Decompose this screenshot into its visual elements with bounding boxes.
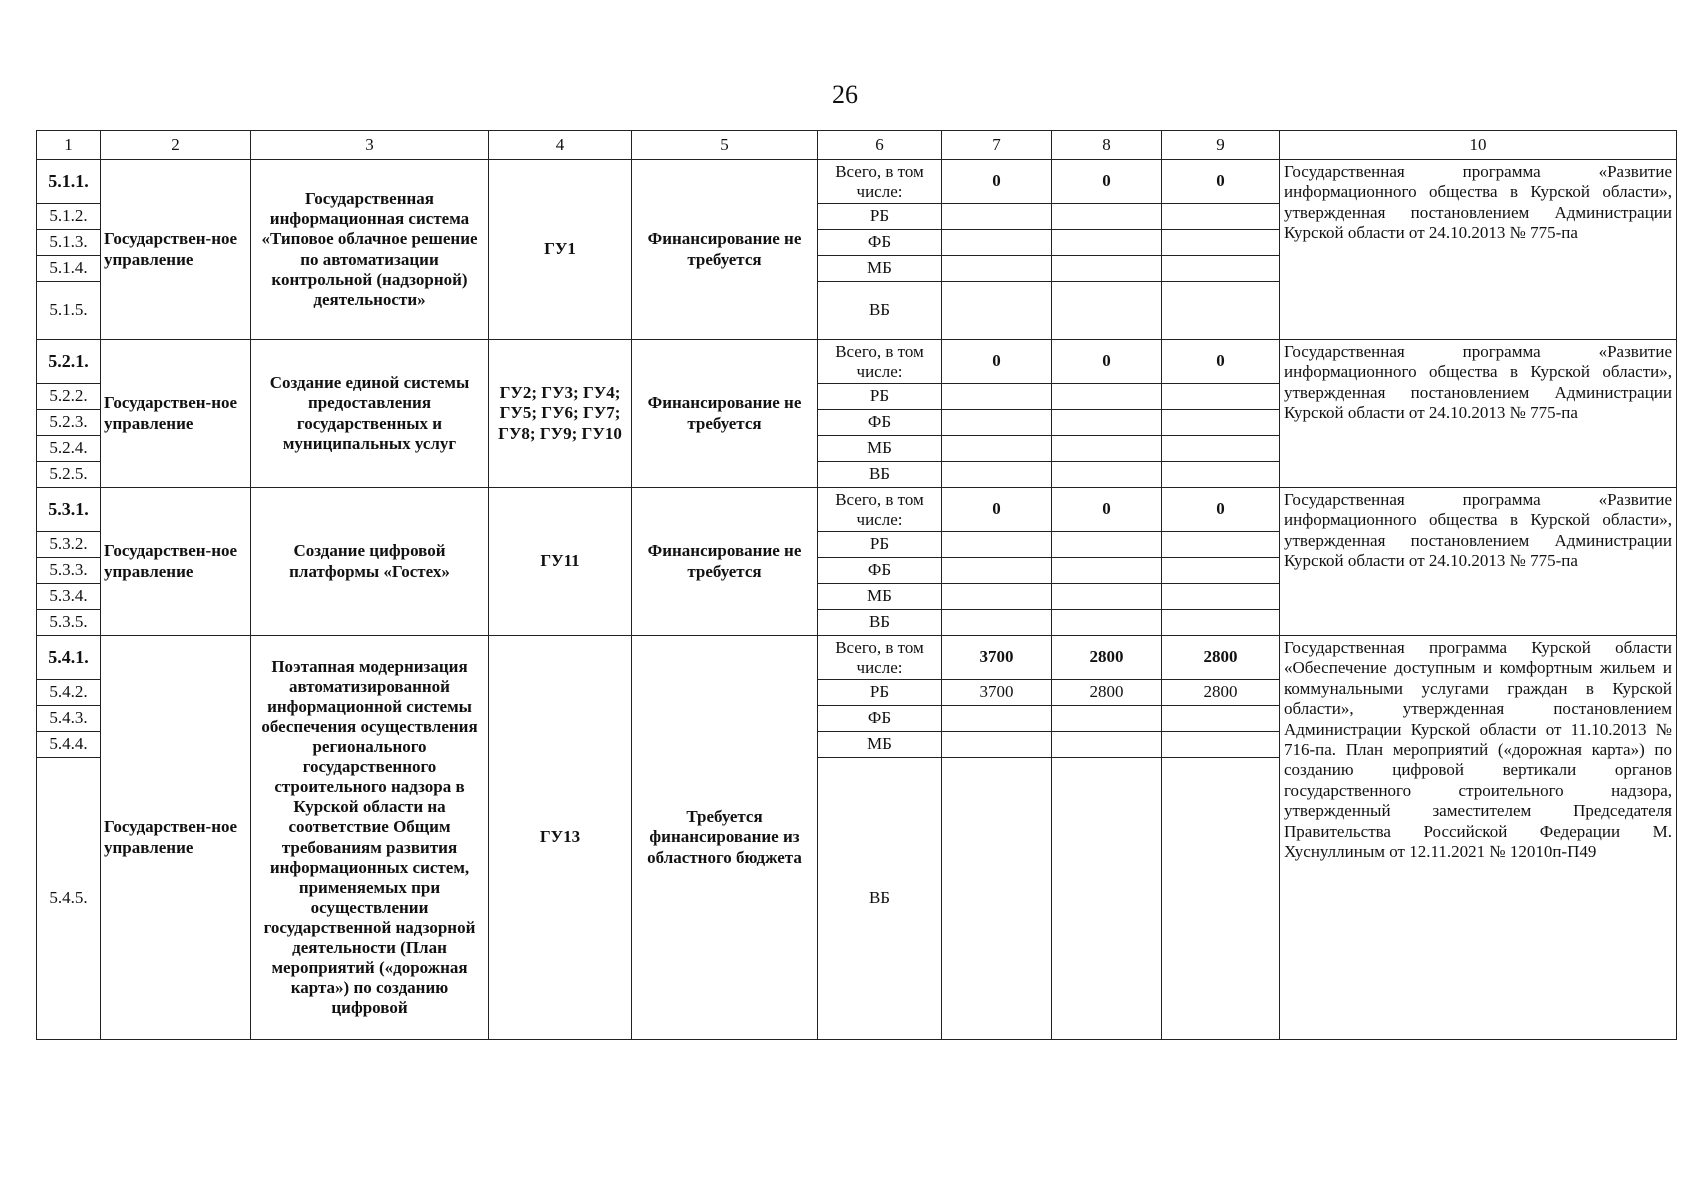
value-cell: 2800 [1162, 636, 1280, 680]
row-code: 5.1.1. [37, 160, 101, 204]
value-cell [1162, 758, 1280, 1040]
row-code: 5.2.2. [37, 384, 101, 410]
source-cell: Всего, в том числе: [818, 488, 942, 532]
row-code: 5.2.3. [37, 410, 101, 436]
management-cell: Государствен-ное управление [101, 340, 251, 488]
value-cell [1052, 706, 1162, 732]
value-cell [942, 558, 1052, 584]
source-cell: МБ [818, 436, 942, 462]
row-code: 5.1.5. [37, 282, 101, 340]
value-cell [1162, 436, 1280, 462]
value-cell [942, 282, 1052, 340]
measure-name-cell: Поэтапная модернизация автоматизированной информационной системы обеспечения осуществления регионального государственного строительного надзора в Курской области на соответствие Общим требованиям развития информационных систем, применяемых при осуществлении государственной надзорной деятельности (План мероприятий («дорожная карта») по созданию цифровой [251, 636, 489, 1040]
value-cell [942, 610, 1052, 636]
value-cell [1052, 256, 1162, 282]
value-cell [942, 436, 1052, 462]
value-cell [1052, 282, 1162, 340]
value-cell [942, 462, 1052, 488]
source-cell: Всего, в том числе: [818, 636, 942, 680]
source-cell: ФБ [818, 230, 942, 256]
value-cell: 0 [1052, 160, 1162, 204]
value-cell: 2800 [1052, 680, 1162, 706]
financing-cell: Финансирование не требуется [632, 488, 818, 636]
col-header: 7 [942, 131, 1052, 160]
row-code: 5.1.3. [37, 230, 101, 256]
value-cell: 0 [1052, 340, 1162, 384]
table-row [37, 340, 1677, 384]
value-cell [942, 758, 1052, 1040]
table-row [37, 488, 1677, 532]
financing-cell: Финансирование не требуется [632, 340, 818, 488]
value-cell [1162, 410, 1280, 436]
value-cell [1052, 410, 1162, 436]
source-cell: РБ [818, 204, 942, 230]
row-code: 5.4.1. [37, 636, 101, 680]
value-cell [1162, 256, 1280, 282]
source-cell: ФБ [818, 410, 942, 436]
plan-table [36, 130, 1677, 1040]
row-code: 5.1.2. [37, 204, 101, 230]
value-cell [1162, 282, 1280, 340]
col-header: 3 [251, 131, 489, 160]
basis-note-cell: Государственная программа Курской области «Обеспечение доступным и комфортным жильем и коммунальными услугами граждан в Курской области», утвержденная постановлением Администрации Курской области от 11.10.2013 № 716-па. План мероприятий («дорожная карта») по созданию цифровой вертикали органов государственного строительного надзора, утвержденный заместителем Председателя Правительства Российской Федерации М. Хуснуллиным от 12.11.2021 № 12010п-П49 [1280, 636, 1677, 1040]
row-code: 5.4.2. [37, 680, 101, 706]
value-cell [942, 584, 1052, 610]
value-cell: 2800 [1052, 636, 1162, 680]
col-header: 1 [37, 131, 101, 160]
header-row [37, 131, 1677, 160]
value-cell [1052, 532, 1162, 558]
value-cell [1052, 558, 1162, 584]
value-cell [1052, 230, 1162, 256]
gu-cell: ГУ1 [489, 160, 632, 340]
source-cell: Всего, в том числе: [818, 340, 942, 384]
source-cell: Всего, в том числе: [818, 160, 942, 204]
value-cell [1052, 204, 1162, 230]
measure-name-cell: Создание единой системы предоставления государственных и муниципальных услуг [251, 340, 489, 488]
source-cell: РБ [818, 384, 942, 410]
gu-cell: ГУ2; ГУ3; ГУ4; ГУ5; ГУ6; ГУ7; ГУ8; ГУ9; ГУ10 [489, 340, 632, 488]
source-cell: РБ [818, 532, 942, 558]
col-header: 8 [1052, 131, 1162, 160]
value-cell [942, 732, 1052, 758]
value-cell [942, 256, 1052, 282]
col-header: 9 [1162, 131, 1280, 160]
value-cell [1162, 732, 1280, 758]
gu-cell: ГУ11 [489, 488, 632, 636]
row-code: 5.4.4. [37, 732, 101, 758]
value-cell [1162, 462, 1280, 488]
measure-name-cell: Создание цифровой платформы «Гостех» [251, 488, 489, 636]
row-code: 5.4.5. [37, 758, 101, 1040]
value-cell: 0 [1162, 488, 1280, 532]
value-cell: 2800 [1162, 680, 1280, 706]
row-code: 5.3.3. [37, 558, 101, 584]
table-row [37, 160, 1677, 204]
management-cell: Государствен-ное управление [101, 636, 251, 1040]
source-cell: ВБ [818, 610, 942, 636]
gu-cell: ГУ13 [489, 636, 632, 1040]
value-cell [942, 384, 1052, 410]
value-cell [1162, 610, 1280, 636]
col-header: 4 [489, 131, 632, 160]
value-cell [1162, 384, 1280, 410]
value-cell [942, 230, 1052, 256]
value-cell [1052, 584, 1162, 610]
basis-note-cell: Государственная программа «Развитие информационного общества в Курской области», утвержденная постановлением Администрации Курской области от 24.10.2013 № 775-па [1280, 160, 1677, 340]
value-cell [942, 706, 1052, 732]
source-cell: ВБ [818, 758, 942, 1040]
value-cell [1162, 558, 1280, 584]
value-cell: 0 [942, 340, 1052, 384]
value-cell [942, 532, 1052, 558]
value-cell [1162, 532, 1280, 558]
row-code: 5.3.4. [37, 584, 101, 610]
value-cell [1162, 230, 1280, 256]
value-cell: 0 [1162, 340, 1280, 384]
value-cell: 0 [942, 488, 1052, 532]
value-cell [1162, 204, 1280, 230]
management-cell: Государствен-ное управление [101, 488, 251, 636]
value-cell [1052, 384, 1162, 410]
basis-note-cell: Государственная программа «Развитие информационного общества в Курской области», утвержденная постановлением Администрации Курской области от 24.10.2013 № 775-па [1280, 488, 1677, 636]
financing-cell: Требуется финансирование из областного бюджета [632, 636, 818, 1040]
row-code: 5.3.1. [37, 488, 101, 532]
source-cell: МБ [818, 732, 942, 758]
value-cell [1052, 758, 1162, 1040]
management-cell: Государствен-ное управление [101, 160, 251, 340]
value-cell [1052, 732, 1162, 758]
source-cell: МБ [818, 584, 942, 610]
row-code: 5.4.3. [37, 706, 101, 732]
value-cell: 0 [1052, 488, 1162, 532]
value-cell [1052, 610, 1162, 636]
source-cell: ВБ [818, 462, 942, 488]
value-cell: 3700 [942, 680, 1052, 706]
value-cell [1162, 584, 1280, 610]
source-cell: ФБ [818, 706, 942, 732]
col-header: 6 [818, 131, 942, 160]
row-code: 5.3.2. [37, 532, 101, 558]
value-cell [1052, 436, 1162, 462]
measure-name-cell: Государственная информационная система «Типовое облачное решение по автоматизации контрольной (надзорной) деятельности» [251, 160, 489, 340]
value-cell [1162, 706, 1280, 732]
value-cell [942, 204, 1052, 230]
col-header: 10 [1280, 131, 1677, 160]
col-header: 5 [632, 131, 818, 160]
value-cell: 3700 [942, 636, 1052, 680]
source-cell: ВБ [818, 282, 942, 340]
row-code: 5.2.5. [37, 462, 101, 488]
value-cell [1052, 462, 1162, 488]
page-number: 26 [832, 80, 858, 109]
source-cell: МБ [818, 256, 942, 282]
col-header: 2 [101, 131, 251, 160]
value-cell: 0 [1162, 160, 1280, 204]
value-cell: 0 [942, 160, 1052, 204]
value-cell [942, 410, 1052, 436]
table-row [37, 636, 1677, 680]
row-code: 5.1.4. [37, 256, 101, 282]
financing-cell: Финансирование не требуется [632, 160, 818, 340]
row-code: 5.2.1. [37, 340, 101, 384]
source-cell: ФБ [818, 558, 942, 584]
basis-note-cell: Государственная программа «Развитие информационного общества в Курской области», утвержденная постановлением Администрации Курской области от 24.10.2013 № 775-па [1280, 340, 1677, 488]
row-code: 5.3.5. [37, 610, 101, 636]
row-code: 5.2.4. [37, 436, 101, 462]
source-cell: РБ [818, 680, 942, 706]
